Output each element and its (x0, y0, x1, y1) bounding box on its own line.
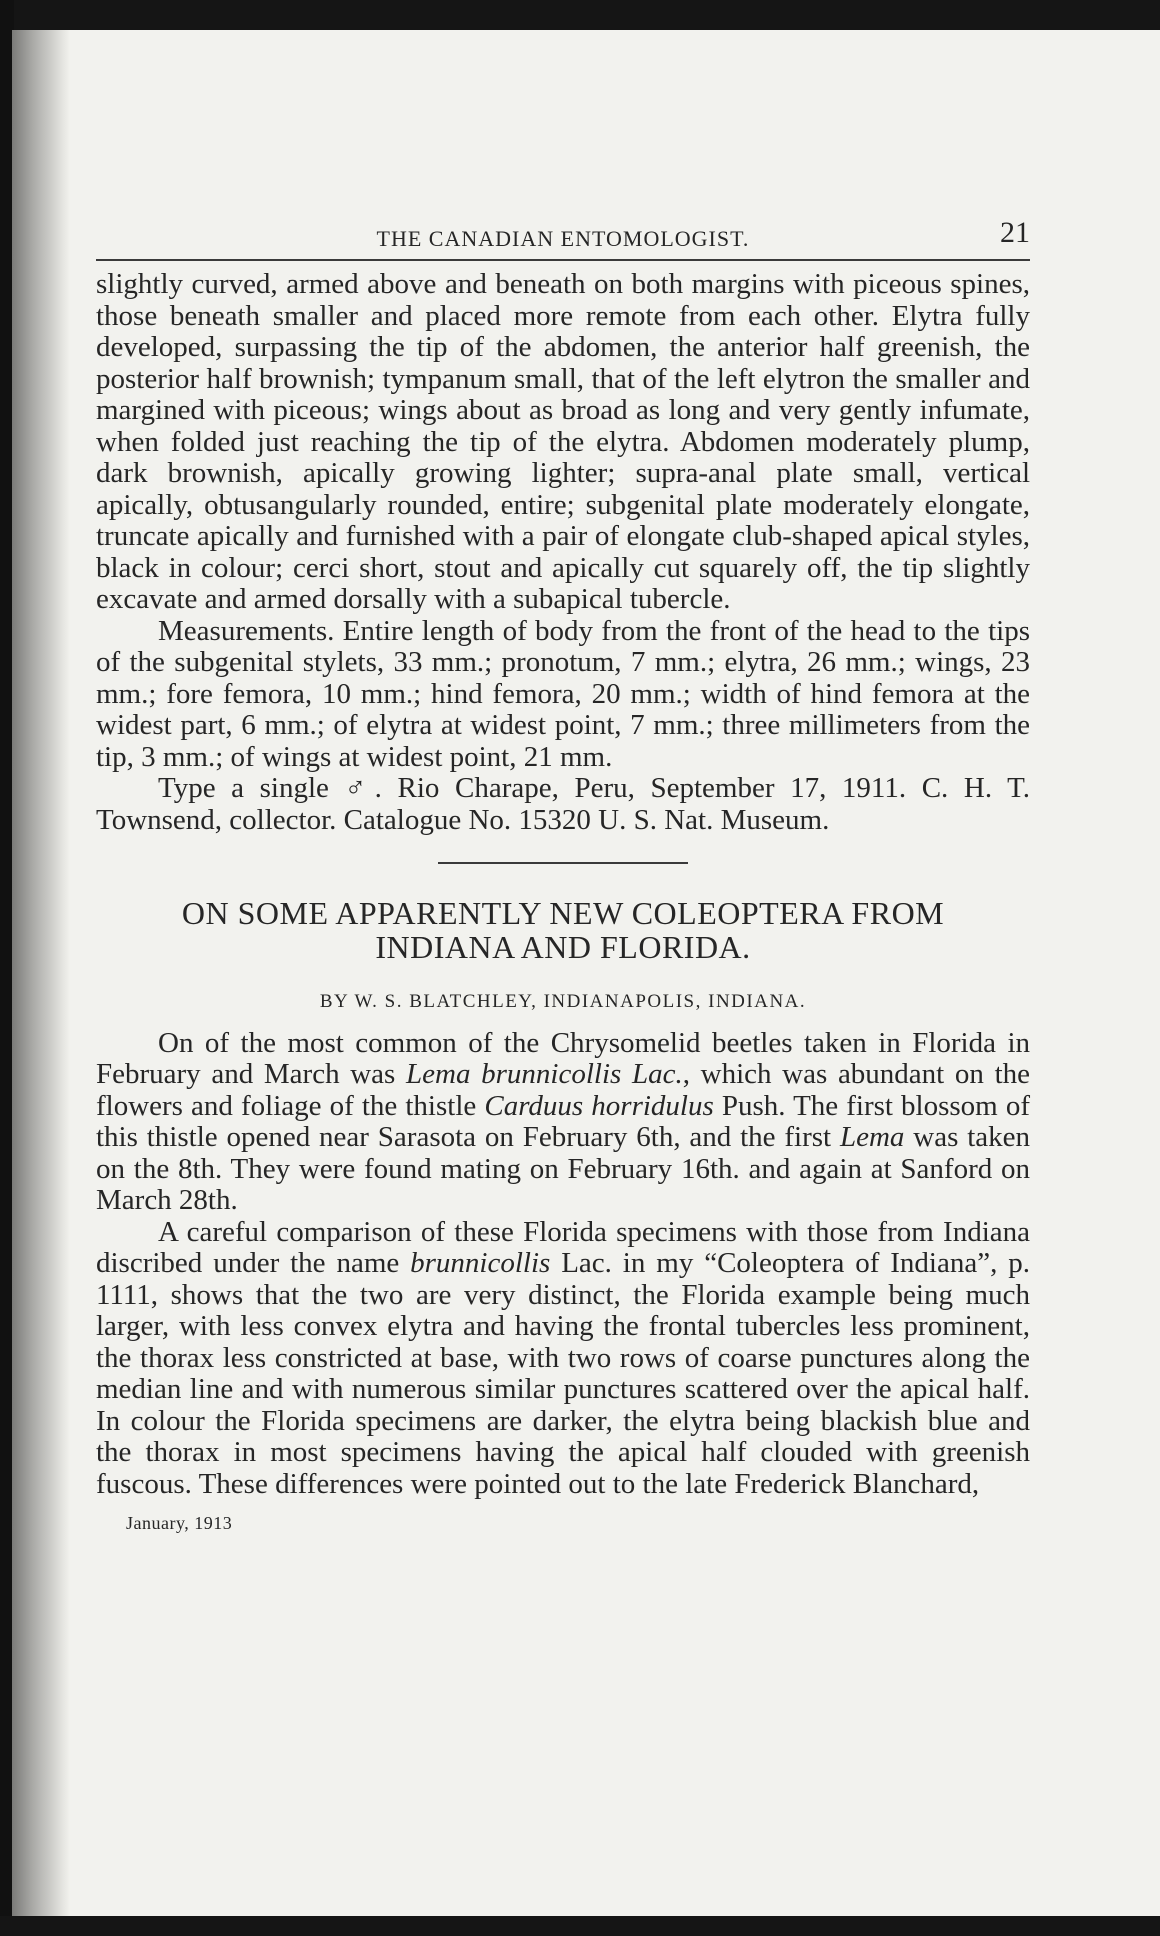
species-name: Lema brunnicollis Lac. (406, 1058, 683, 1090)
article-title (96, 896, 1030, 964)
text-span: was taken on the 8th. They were found mating on February 16th. and again at Sanford on March 28th. (96, 1121, 1030, 1216)
genus-name: Lema (839, 1121, 905, 1153)
article-title-line-1: ON SOME APPARENTLY NEW COLEOPTERA FROM (181, 895, 945, 931)
running-head: THE CANADIAN ENTOMOLOGIST. (376, 226, 750, 251)
species-name: brunnicollis (410, 1247, 551, 1279)
article-paragraph-1 (96, 1028, 1030, 1217)
description-paragraph: slightly curved, armed above and beneath on both margins with piceous spines, those beneath smaller and placed more remote from each other. Elytra fully developed, surpassing the tip of the abdomen, the anterior half greenish, the posterior half brownish; tympanum small, that of the left elytron the smaller and margined with piceous; wings about as broad as long and very gently infumate, when folded just reaching the tip of the elytra. Abdomen moderately plump, dark brownish, apically growing lighter; supra-anal plate small, vertical apically, obtusangularly rounded, entire; subgenital plate moderately elongate, truncate apically and furnished with a pair of elongate club-shaped apical styles, black in colour; cerci short, stout and apically cut squarely off, the tip slightly excavate and armed dorsally with a subapical tubercle. (96, 268, 1030, 615)
page-gutter-shadow (12, 30, 70, 1918)
text-span: Push. The first blossom of this thistle opened near Sarasota on February 6th, and the first (96, 1089, 1030, 1153)
page-header (96, 215, 1030, 259)
article-title-line-2: INDIANA AND FLORIDA. (375, 929, 751, 965)
text-span: , which was abundant on the flowers and foliage of the thistle (96, 1058, 1031, 1122)
text-span: Lac. in my “Coleoptera of Indiana”, p. 1111, shows that the two are very distinct, the Florida example being much larger, with less convex elytra and having the frontal tubercles less prominent, the thorax less constricted at base, with two rows of coarse punctures along the median line and with numerous similar punctures scattered over the apical half. In colour the Florida specimens are darker, the elytra being blackish blue and the thorax in most specimens having the apical half clouded with greenish fuscous. These differences were pointed out to the late Frederick Blanchard, (96, 1247, 1030, 1500)
article-paragraph-2 (96, 1217, 1030, 1501)
article-byline: BY W. S. BLATCHLEY, INDIANAPOLIS, INDIANA. (319, 991, 807, 1012)
type-note-paragraph: Type a single ♂. Rio Charape, Peru, September 17, 1911. C. H. T. Townsend, collector. Catalogue No. 15320 U. S. Nat. Museum. (96, 772, 1030, 836)
text-span: On of the most common of the Chrysomelid beetles taken in Florida in February and March was (96, 1026, 1030, 1090)
footer-date: January, 1913 (126, 1513, 233, 1533)
measurements-paragraph: Measurements. Entire length of body from the front of the head to the tips of the subgenital stylets, 33 mm.; pronotum, 7 mm.; elytra, 26 mm.; wings, 23 mm.; fore femora, 10 mm.; hind femora, 20 mm.; width of hind femora at the widest part, 6 mm.; of elytra at widest point, 7 mm.; three millimeters from the tip, 3 mm.; of wings at widest point, 21 mm. (96, 614, 1030, 773)
text-span: A careful comparison of these Florida specimens with those from Indiana discribed under the name (96, 1215, 1030, 1279)
species-name: Carduus horridulus (484, 1089, 714, 1122)
section-divider (438, 862, 688, 864)
header-rule (96, 259, 1030, 261)
page-content (96, 215, 1030, 1540)
page-number: 21 (1000, 216, 1030, 249)
scan-bottom-border (0, 1916, 1160, 1936)
